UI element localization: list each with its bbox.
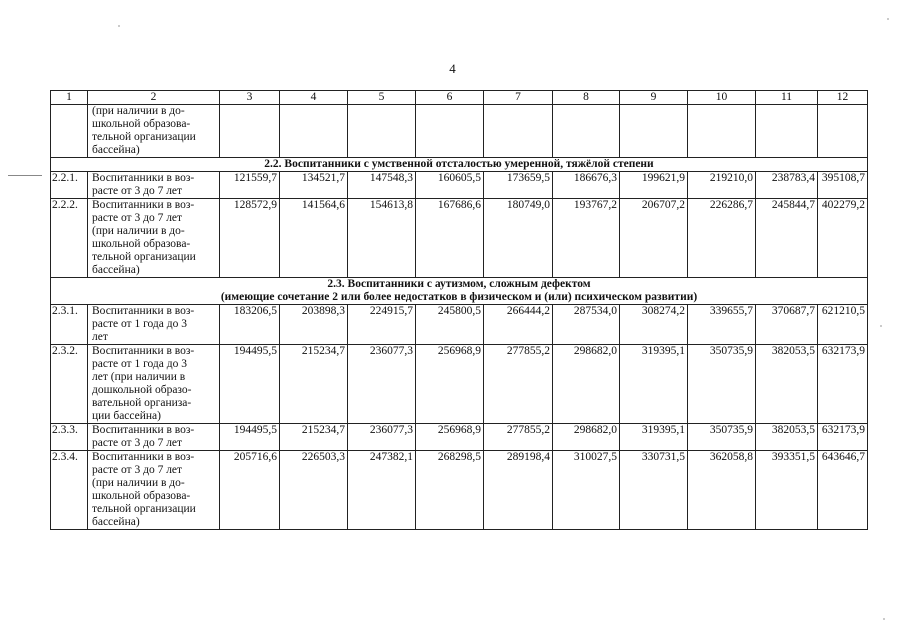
value-cell: 206707,2 <box>620 199 688 278</box>
row-index: 2.2.1. <box>51 172 88 199</box>
description-line: ции бассейна) <box>92 410 161 422</box>
value-cell: 154613,8 <box>348 199 416 278</box>
description-line: (при наличии в до- <box>92 105 185 117</box>
value-cell: 277855,2 <box>484 424 553 451</box>
table-row <box>51 199 868 278</box>
value-cell: 193767,2 <box>553 199 620 278</box>
column-number-cell: 11 <box>756 91 818 105</box>
column-number-cell: 4 <box>280 91 348 105</box>
value-cell: 632173,9 <box>818 345 868 424</box>
value-cell: 395108,7 <box>818 172 868 199</box>
description-line: расте от 3 до 7 лет <box>92 437 183 449</box>
description-line: бассейна) <box>92 144 140 156</box>
row-description <box>88 451 220 530</box>
column-number-cell: 8 <box>553 91 620 105</box>
value-cell: 245844,7 <box>756 199 818 278</box>
column-number-cell: 3 <box>220 91 280 105</box>
description-line: расте от 1 года до 3 <box>92 318 187 330</box>
description-line: Воспитанники в воз- <box>92 345 195 357</box>
value-cell: 167686,6 <box>416 199 484 278</box>
table-row <box>51 451 868 530</box>
description-line: (при наличии в до- <box>92 225 185 237</box>
value-cell: 147548,3 <box>348 172 416 199</box>
description-line: лет (при наличии в <box>92 371 186 383</box>
value-cell: 330731,5 <box>620 451 688 530</box>
value-cell: 319395,1 <box>620 345 688 424</box>
row-index: 2.3.1. <box>51 305 88 345</box>
section-heading-row <box>51 158 868 172</box>
description-line: бассейна) <box>92 264 140 276</box>
value-cell: 308274,2 <box>620 305 688 345</box>
value-cell: 247382,1 <box>348 451 416 530</box>
value-cell: 643646,7 <box>818 451 868 530</box>
value-cell: 256968,9 <box>416 424 484 451</box>
description-line: бассейна) <box>92 516 140 528</box>
description-line: Воспитанники в воз- <box>92 199 195 211</box>
row-description <box>88 172 220 199</box>
value-cell: 370687,7 <box>756 305 818 345</box>
value-cell: 194495,5 <box>220 424 280 451</box>
scan-speck <box>880 325 882 327</box>
value-cell <box>348 105 416 158</box>
value-cell: 205716,6 <box>220 451 280 530</box>
value-cell: 298682,0 <box>553 345 620 424</box>
margin-mark-left <box>8 175 42 176</box>
row-index: 2.2.2. <box>51 199 88 278</box>
value-cell: 236077,3 <box>348 345 416 424</box>
tariff-table <box>50 90 868 530</box>
column-number-cell: 1 <box>51 91 88 105</box>
row-description <box>88 105 220 158</box>
scan-speck <box>118 25 120 27</box>
row-description <box>88 345 220 424</box>
description-line: школьной образова- <box>92 490 191 502</box>
value-cell: 121559,7 <box>220 172 280 199</box>
row-index: 2.3.2. <box>51 345 88 424</box>
description-line: лет <box>92 331 108 343</box>
section-heading <box>51 158 868 172</box>
column-number-cell: 7 <box>484 91 553 105</box>
section-heading-row <box>51 278 868 305</box>
value-cell: 632173,9 <box>818 424 868 451</box>
value-cell: 226503,3 <box>280 451 348 530</box>
value-cell: 382053,5 <box>756 345 818 424</box>
description-line: школьной образова- <box>92 118 191 130</box>
value-cell: 621210,5 <box>818 305 868 345</box>
value-cell: 350735,9 <box>688 345 756 424</box>
value-cell: 128572,9 <box>220 199 280 278</box>
value-cell: 186676,3 <box>553 172 620 199</box>
value-cell: 339655,7 <box>688 305 756 345</box>
value-cell: 245800,5 <box>416 305 484 345</box>
value-cell <box>756 105 818 158</box>
description-line: тельной организации <box>92 503 196 515</box>
value-cell: 402279,2 <box>818 199 868 278</box>
value-cell: 199621,9 <box>620 172 688 199</box>
row-description <box>88 305 220 345</box>
value-cell <box>620 105 688 158</box>
value-cell: 310027,5 <box>553 451 620 530</box>
description-line: Воспитанники в воз- <box>92 172 195 184</box>
table-row <box>51 172 868 199</box>
column-number-cell: 9 <box>620 91 688 105</box>
section-heading-line: 2.2. Воспитанники с умственной отсталостью умеренной, тяжёлой степени <box>264 158 654 170</box>
table-body <box>51 91 868 530</box>
value-cell: 382053,5 <box>756 424 818 451</box>
section-heading-line: (имеющие сочетание 2 или более недостатков в физическом и (или) психическом развитии) <box>220 291 698 303</box>
column-number-row <box>51 91 868 105</box>
value-cell: 215234,7 <box>280 424 348 451</box>
page-number: 4 <box>449 61 456 76</box>
description-line: Воспитанники в воз- <box>92 424 195 436</box>
column-number-cell: 6 <box>416 91 484 105</box>
value-cell: 194495,5 <box>220 345 280 424</box>
row-description <box>88 199 220 278</box>
value-cell: 319395,1 <box>620 424 688 451</box>
row-index <box>51 105 88 158</box>
column-number-cell: 2 <box>88 91 220 105</box>
description-line: тельной организации <box>92 131 196 143</box>
value-cell: 141564,6 <box>280 199 348 278</box>
description-line: Воспитанники в воз- <box>92 305 195 317</box>
column-number-cell: 5 <box>348 91 416 105</box>
value-cell: 236077,3 <box>348 424 416 451</box>
table-row <box>51 345 868 424</box>
value-cell: 289198,4 <box>484 451 553 530</box>
value-cell: 160605,5 <box>416 172 484 199</box>
section-heading <box>51 278 868 305</box>
value-cell: 393351,5 <box>756 451 818 530</box>
description-line: расте от 3 до 7 лет <box>92 212 183 224</box>
row-index: 2.3.4. <box>51 451 88 530</box>
description-line: (при наличии в до- <box>92 477 185 489</box>
value-cell: 183206,5 <box>220 305 280 345</box>
value-cell: 362058,8 <box>688 451 756 530</box>
description-line: расте от 3 до 7 лет <box>92 185 183 197</box>
value-cell <box>416 105 484 158</box>
column-number-cell: 10 <box>688 91 756 105</box>
description-line: расте от 3 до 7 лет <box>92 464 183 476</box>
value-cell <box>553 105 620 158</box>
value-cell: 203898,3 <box>280 305 348 345</box>
table-row <box>51 305 868 345</box>
value-cell: 219210,0 <box>688 172 756 199</box>
value-cell: 134521,7 <box>280 172 348 199</box>
value-cell <box>220 105 280 158</box>
row-index: 2.3.3. <box>51 424 88 451</box>
value-cell: 224915,7 <box>348 305 416 345</box>
value-cell: 266444,2 <box>484 305 553 345</box>
value-cell: 268298,5 <box>416 451 484 530</box>
description-line: вательной организа- <box>92 397 192 409</box>
description-line: тельной организации <box>92 251 196 263</box>
value-cell: 215234,7 <box>280 345 348 424</box>
value-cell: 180749,0 <box>484 199 553 278</box>
value-cell: 226286,7 <box>688 199 756 278</box>
table-row <box>51 105 868 158</box>
value-cell: 173659,5 <box>484 172 553 199</box>
value-cell: 256968,9 <box>416 345 484 424</box>
section-heading-line: 2.3. Воспитанники с аутизмом, сложным дефектом <box>327 278 591 290</box>
scan-speck <box>883 618 885 620</box>
value-cell: 298682,0 <box>553 424 620 451</box>
value-cell <box>280 105 348 158</box>
value-cell <box>688 105 756 158</box>
description-line: расте от 1 года до 3 <box>92 358 187 370</box>
value-cell <box>818 105 868 158</box>
description-line: дошкольной образо- <box>92 384 192 396</box>
scan-speck <box>887 18 889 20</box>
value-cell: 350735,9 <box>688 424 756 451</box>
column-number-cell: 12 <box>818 91 868 105</box>
description-line: школьной образова- <box>92 238 191 250</box>
row-description <box>88 424 220 451</box>
table-row <box>51 424 868 451</box>
value-cell: 238783,4 <box>756 172 818 199</box>
value-cell <box>484 105 553 158</box>
value-cell: 277855,2 <box>484 345 553 424</box>
description-line: Воспитанники в воз- <box>92 451 195 463</box>
value-cell: 287534,0 <box>553 305 620 345</box>
